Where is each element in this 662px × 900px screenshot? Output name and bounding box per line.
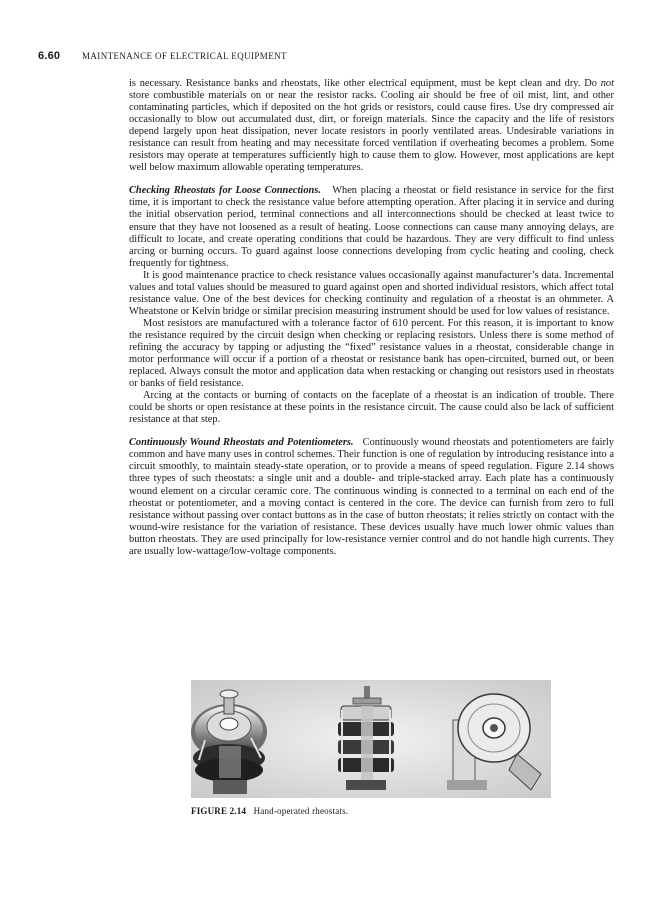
page-number: 6.60 [38, 50, 61, 62]
emphasis-not: not [600, 78, 614, 89]
body-text [129, 78, 614, 558]
figure-rheostats-photo [191, 680, 551, 798]
paragraph-cleanliness: is necessary. Resistance banks and rheostats, like other electrical equipment, must be kept clean and dry. Do not store combustible materials on or near the resistor racks. Cooling air should be free of oil mist, lint, and other contaminating particles, which if deposited on the hot grids or resistors, could cause fires. Use dry compressed air occasionally to blow out accumulated dust, dirt, or foreign materials. Since the capacity and the life of resistors depend largely upon heat dissipation, never locate resistors in poorly ventilated areas. Undesirable variations in resistance can result from heating and may necessitate forced ventilation if overheating becomes a problem. Some resistors may operate at temperatures sufficiently high to cause them to glow. However, most applications are kept well below maximum allowable operating temperatures. [129, 78, 614, 174]
paragraph-tolerance: Most resistors are manufactured with a tolerance factor of 610 percent. For this reason, it is important to know the resistance required by the circuit design when checking or replacing resistors. Unless there is some method of refining the accuracy by tapping or adjusting the “fixed” resistance values in a rheostat, considerable change in motor performance will occur if a portion of a rheostat or resistance bank has open-circuited, burned out, or been replaced. Always consult the motor and application data when restacking or changing out resistors used in rheostats or banks of field resistance. [129, 317, 614, 390]
paragraph-resistance-values: It is good maintenance practice to check resistance values occasionally against manufacturer’s data. Incremental values and total values should be measured to guard against open and shorted individual resistors, which affect total resistance value. One of the best devices for checking continuity and regulation of a rheostat is an ohmmeter. A Wheatstone or Kelvin bridge or similar precision measuring instrument should be used for low values of resistance. [129, 269, 614, 317]
section-heading-continuously-wound: Continuously Wound Rheostats and Potentiometers. [129, 437, 354, 449]
paragraph-arcing: Arcing at the contacts or burning of contacts on the faceplate of a rheostat is an indication of trouble. There could be shorts or open resistance at these points in the resistance circuit. The cause could also be lack of sufficient resistance at that step. [129, 390, 614, 426]
paragraph-loose-connections: Checking Rheostats for Loose Connections. When placing a rheostat or field resistance in service for the first time, it is important to check the resistance value before attempting operation. After placing it in service and during the initial observation period, terminal connections and all interconnections should be checked at least twice to ensure that they have not loosened as a result of heating. Loose connections can cause many annoying delays, are difficult to locate, and create operating conditions that could be hazardous. They are very difficult to find unless arcing or burning occurs. To guard against loose connections developing from cyclic heating and cooling, check frequently for tightness. [129, 185, 615, 269]
page-header [38, 50, 618, 64]
figure-caption-text: Hand-operated rheostats. [253, 806, 349, 816]
running-title: MAINTENANCE OF ELECTRICAL EQUIPMENT [82, 51, 287, 61]
paragraph-continuously-wound: Continuously Wound Rheostats and Potentiometers. Continuously wound rheostats and potentiometers are fairly common and have many uses in control schemes. Their function is one of regulation by introducing resistance into a circuit smoothly, to maintain steady-state operation, or to provide a means of speed regulation. Figure 2.14 shows three types of such rheostats: a single unit and a double- and triple-stacked array. Each plate has a continuously wound element on a circular ceramic core. The continuous winding is connected to a terminal on each end of the rheostat or potentiometer, and a moving contact is centered in the core. The device can furnish from zero to full resistance without passing over contact buttons as in the case of button rheostats; it relies strictly on contact with the wound-wire resistance for the variation of resistance. These devices usually have much lower ohmic values than button rheostats. They are used principally for low-resistance vernier control and do not handle high currents. They are usually low-wattage/low-voltage components. [129, 437, 615, 557]
rheostats-illustration [191, 680, 551, 798]
figure-caption [191, 806, 348, 816]
section-heading-loose-connections: Checking Rheostats for Loose Connections. [129, 185, 321, 197]
figure-label: FIGURE 2.14 [191, 806, 247, 816]
